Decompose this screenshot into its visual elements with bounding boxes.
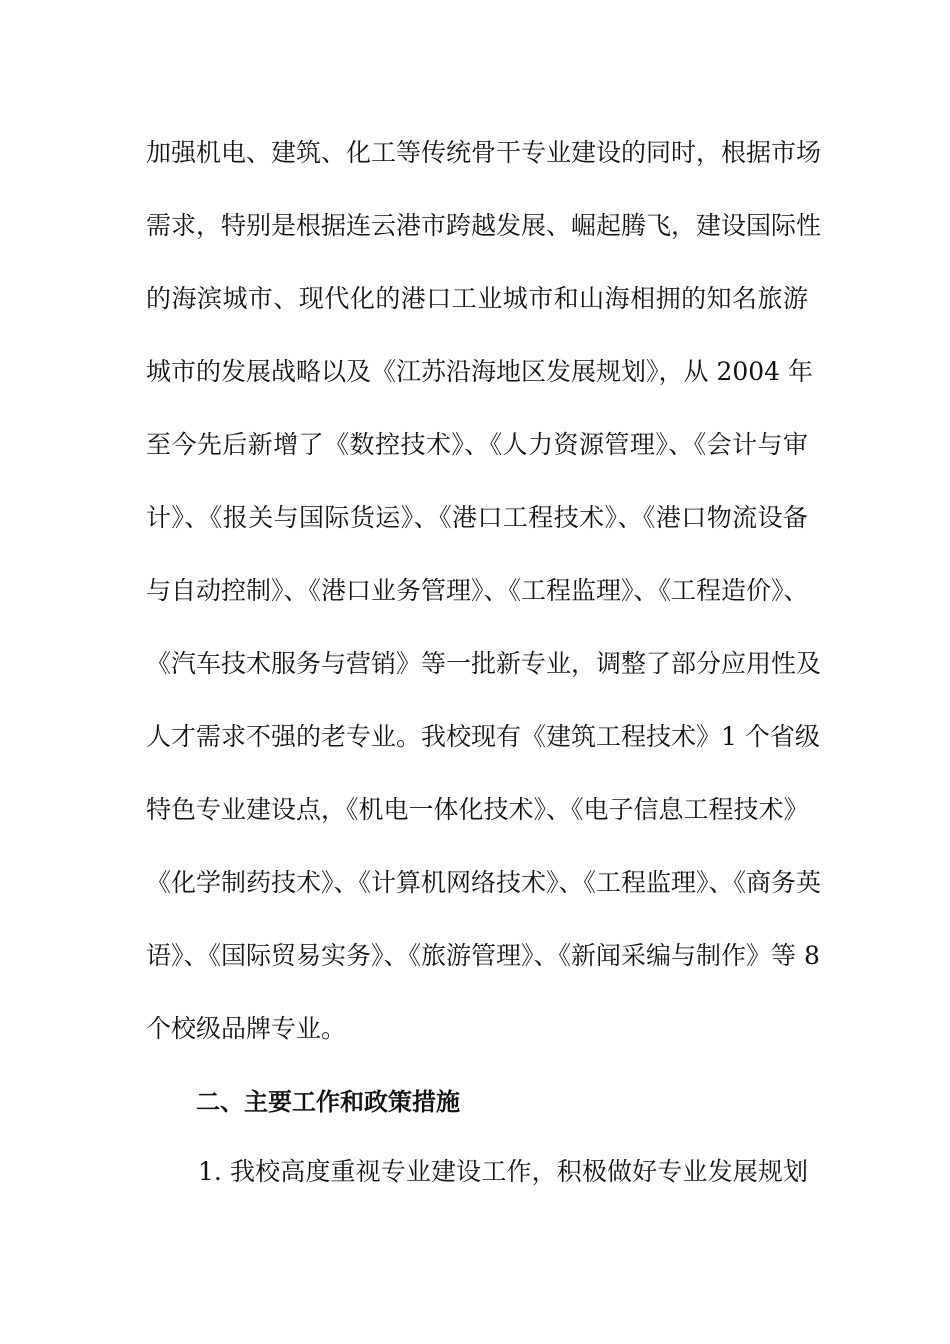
- paragraph-1-line-7: 与自动控制》、《港口业务管理》、《工程监理》、《工程造价》、: [146, 576, 809, 605]
- paragraph-1-line-9: 人才需求不强的老专业。我校现有《建筑工程技术》1 个省级: [146, 722, 820, 751]
- paragraph-1-line-12: 语》、《国际贸易实务》、《旅游管理》、《新闻采编与制作》等 8: [146, 941, 820, 970]
- paragraph-1-line-1: 加强机电、建筑、化工等传统骨干专业建设的同时，根据市场: [146, 138, 822, 167]
- paragraph-1-line-2: 需求，特别是根据连云港市跨越发展、崛起腾飞，建设国际性: [146, 211, 822, 240]
- paragraph-1-line-11: 《化学制药技术》、《计算机网络技术》、《工程监理》、《商务英: [146, 868, 822, 897]
- paragraph-1-line-5: 至今先后新增了《数控技术》、《人力资源管理》、《会计与审: [146, 430, 808, 459]
- paragraph-1-line-13: 个校级品牌专业。: [146, 1014, 347, 1043]
- paragraph-1-line-6: 计》、《报关与国际货运》、《港口工程技术》、《港口物流设备: [146, 503, 808, 532]
- paragraph-1-line-4: 城市的发展战略以及《江苏沿海地区发展规划》，从 2004 年: [146, 357, 814, 386]
- section-heading: 二、主要工作和政策措施: [196, 1088, 460, 1116]
- paragraph-1-line-3: 的海滨城市、现代化的港口工业城市和山海相拥的知名旅游: [146, 284, 808, 313]
- paragraph-2-line-1: 1. 我校高度重视专业建设工作，积极做好专业发展规划: [198, 1157, 808, 1186]
- paragraph-1-line-8: 《汽车技术服务与营销》等一批新专业，调整了部分应用性及: [146, 649, 822, 678]
- paragraph-1-line-10: 特色专业建设点，《机电一体化技术》、《电子信息工程技术》: [146, 795, 809, 824]
